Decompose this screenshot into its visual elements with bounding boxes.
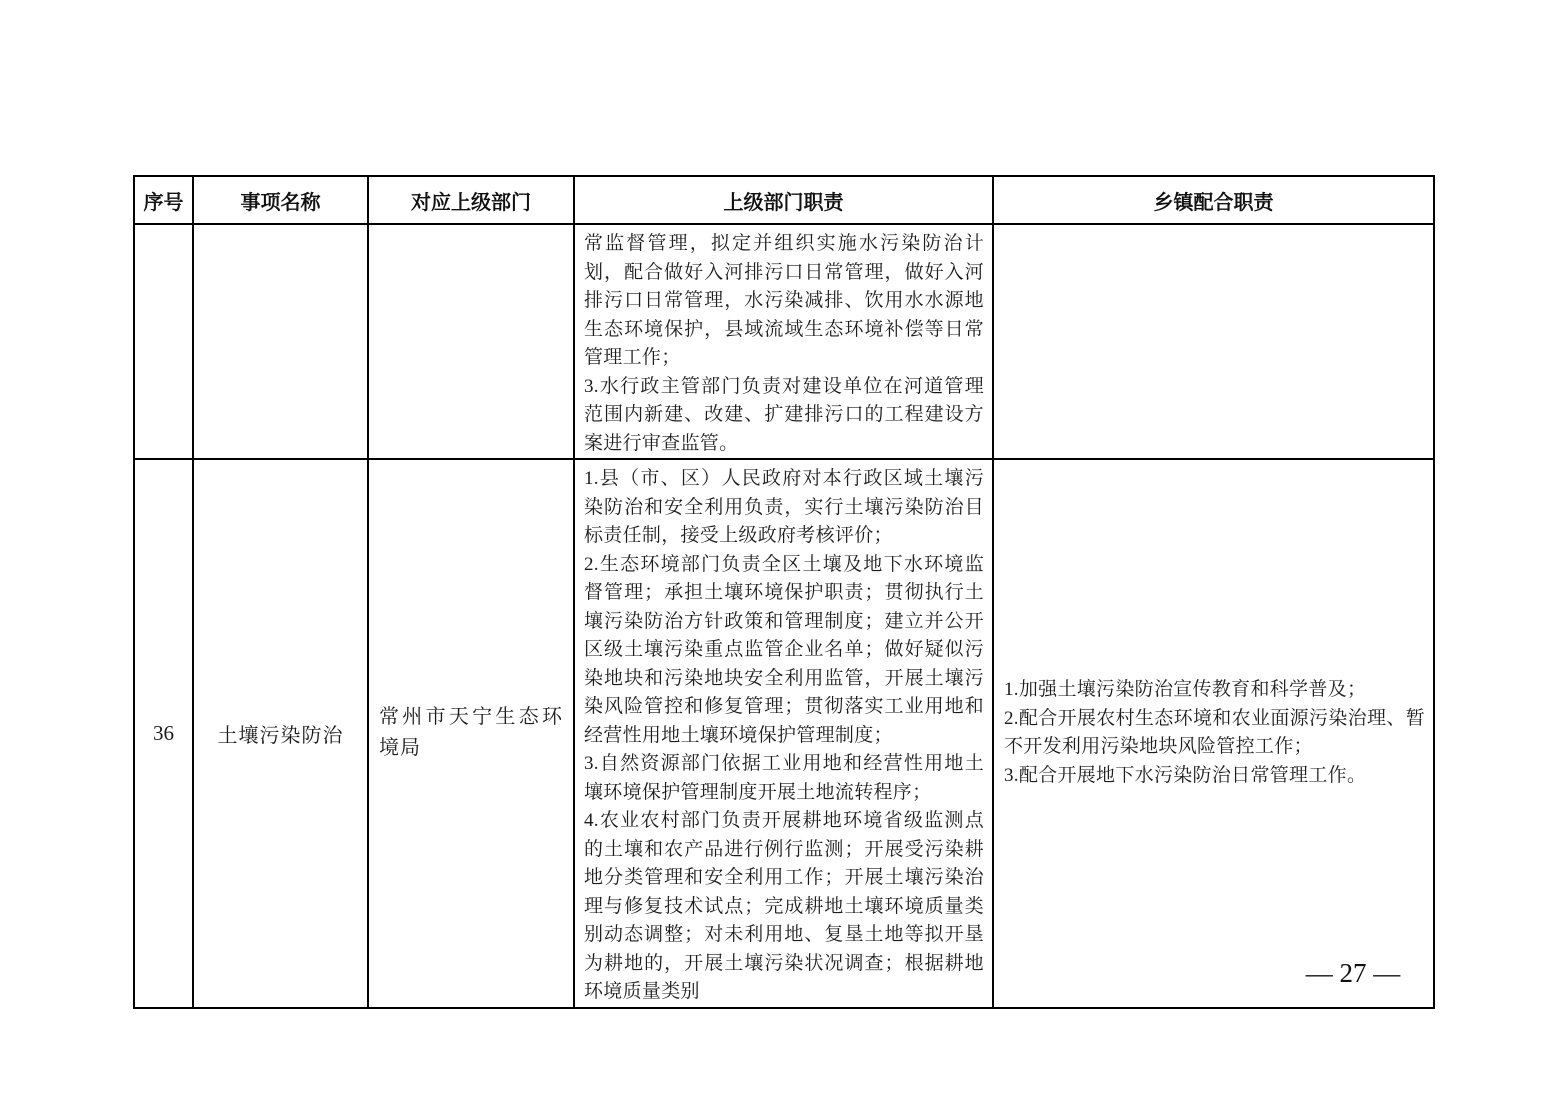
duty-paragraph: 2.生态环境部门负责全区土壤及地下水环境监督管理；承担土壤环境保护职责；贯彻执行土壤污染防治方针政策和管理制度；建立并公开区级土壤污染重点监管企业名单；做好疑似污染地块和污染地块安全利用监管，开展土壤污染风险管控和修复管理；贯彻落实工业用地和经营性用地土壤环境保护管理制度；: [584, 553, 984, 746]
cell-item-name: 土壤污染防治: [193, 459, 368, 1008]
duty-paragraph: 常监督管理，拟定并组织实施水污染防治计划，配合做好入河排污口日常管理，做好入河排污口日常管理，水污染减排、饮用水水源地生态环境保护，县域流域生态环境补偿等日常管理工作；: [584, 233, 984, 368]
duty-paragraph: 3.配合开展地下水污染防治日常管理工作。: [1004, 764, 1367, 786]
table-row-36: [134, 459, 1434, 1008]
cell-superior-duties: [574, 459, 993, 1008]
cell-superior-duties-continuation: [574, 224, 993, 459]
page-number: — 27 —: [1305, 958, 1401, 988]
duty-paragraph: 1.县（市、区）人民政府对本行政区域土壤污染防治和安全利用负责，实行土壤污染防治目标责任制，接受上级政府考核评价；: [584, 468, 984, 546]
cell-seq-number: 36: [134, 459, 193, 1008]
column-header-township-duties: 乡镇配合职责: [993, 176, 1434, 224]
responsibility-table: [133, 175, 1435, 1009]
duty-paragraph: 3.水行政主管部门负责对建设单位在河道管理范围内新建、改建、扩建排污口的工程建设方案进行审查监管。: [584, 375, 984, 454]
duty-paragraph: 2.配合开展农村生态环境和农业面源污染治理、暂不开发利用污染地块风险管控工作；: [1004, 707, 1425, 758]
table-row-continuation: [134, 224, 1434, 459]
cell-department-name: [368, 459, 574, 1008]
cell-item-empty: [193, 224, 368, 459]
duty-paragraph: 3.自然资源部门依据工业用地和经营性用地土壤环境保护管理制度开展土地流转程序；: [584, 753, 984, 803]
column-header-seq: 序号: [134, 176, 193, 224]
column-header-item: 事项名称: [193, 176, 368, 224]
duty-paragraph: 1.加强土壤污染防治宣传教育和科学普及；: [1004, 679, 1367, 701]
cell-seq-empty: [134, 224, 193, 459]
department-name-text: 常州市天宁生态环境局: [379, 706, 563, 760]
column-header-superior-duties: 上级部门职责: [574, 176, 993, 224]
cell-department-empty: [368, 224, 574, 459]
column-header-department: 对应上级部门: [368, 176, 574, 224]
cell-township-duties-empty: [993, 224, 1434, 459]
table-header-row: [134, 176, 1434, 224]
cell-township-duties: [993, 459, 1434, 1008]
duty-paragraph: 4.农业农村部门负责开展耕地环境省级监测点的土壤和农产品进行例行监测；开展受污染耕地分类管理和安全利用工作；开展土壤污染治理与修复技术试点；完成耕地土壤环境质量类别动态调整；对未利用地、复垦土地等拟开垦为耕地的，开展土壤污染状况调查；根据耕地环境质量类别: [584, 810, 984, 1002]
